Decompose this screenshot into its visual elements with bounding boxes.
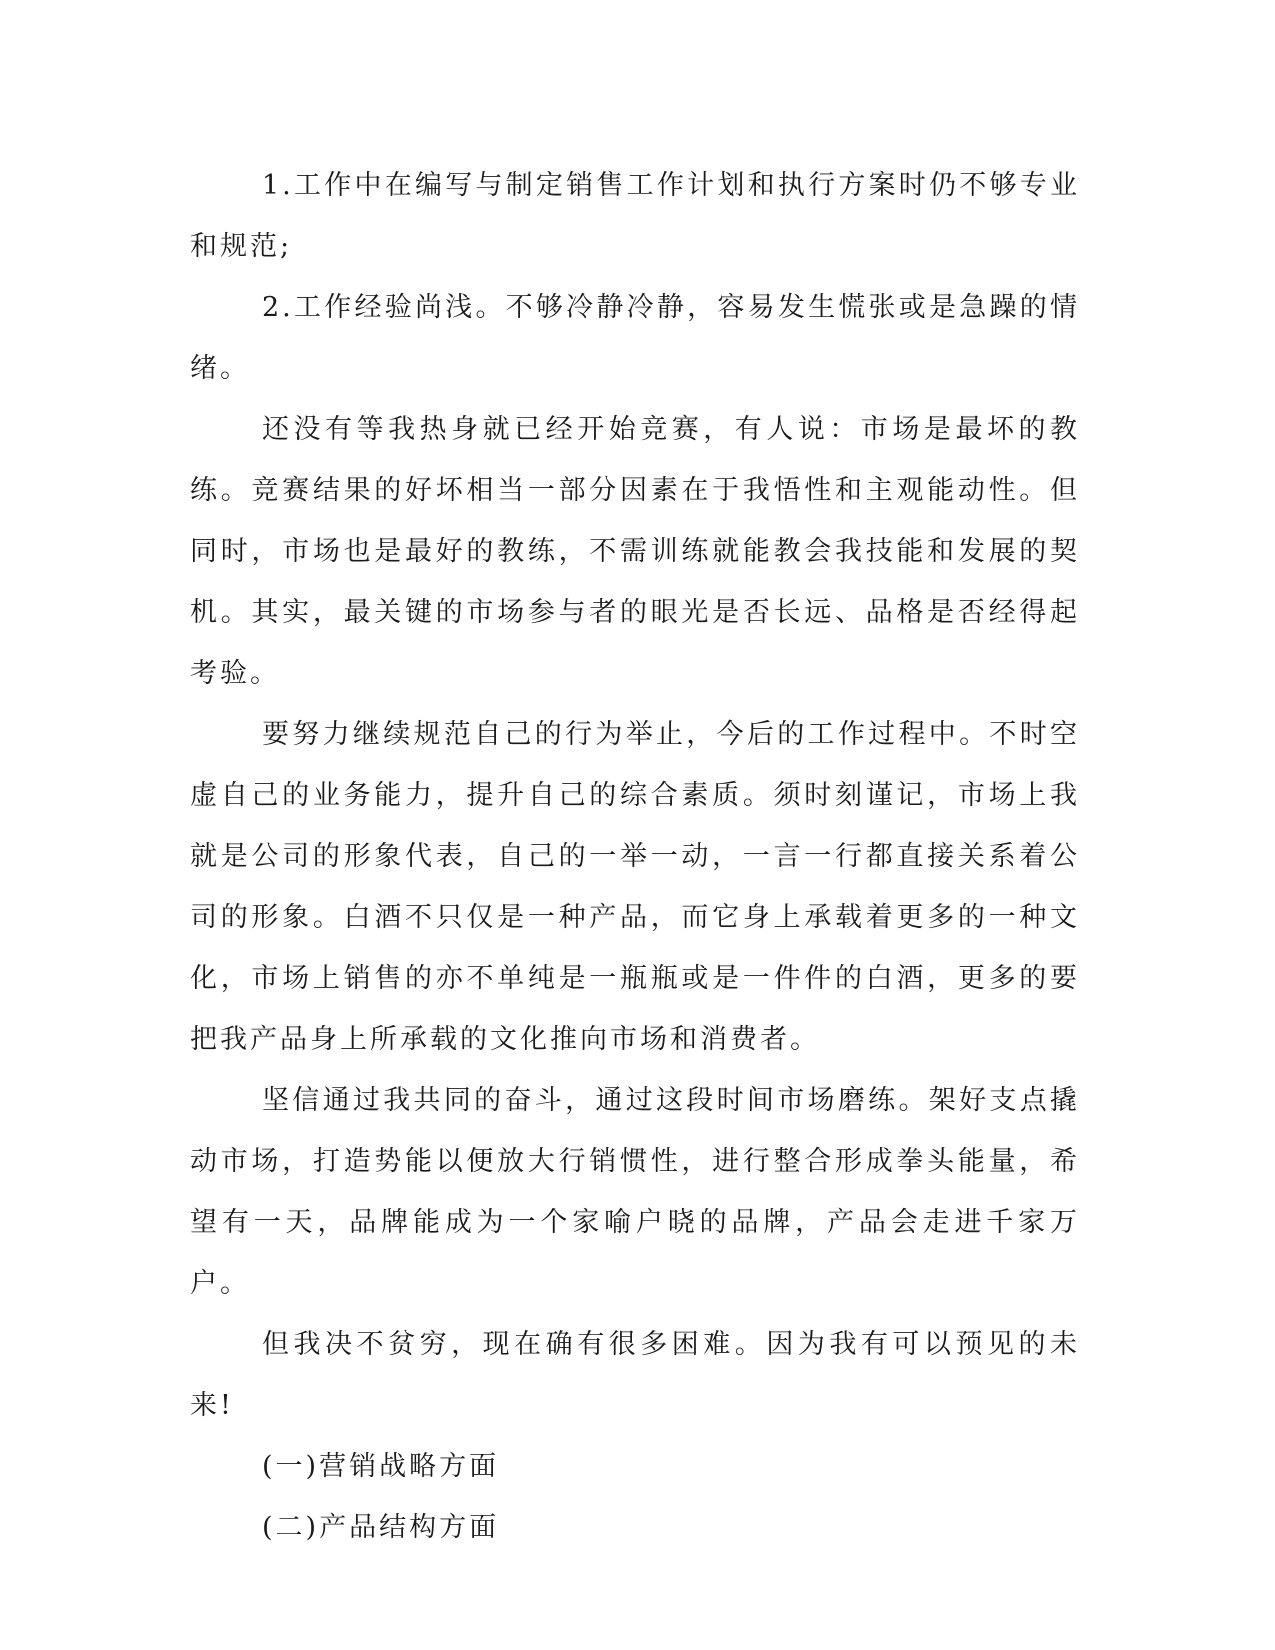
paragraph-1: 1.工作中在编写与制定销售工作计划和执行方案时仍不够专业和规范; xyxy=(190,170,1080,262)
paragraph-2: 2.工作经验尚浅。不够冷静冷静，容易发生慌张或是急躁的情绪。 xyxy=(190,292,1080,384)
paragraph-5: 坚信通过我共同的奋斗，通过这段时间市场磨练。架好支点撬动市场，打造势能以便放大行销惯性，进行整合形成拳头能量，希望有一天，品牌能成为一个家喻户晓的品牌，产品会走进千家万户。 xyxy=(190,1085,1080,1299)
section-heading-marketing-strategy: (一)营销战略方面 xyxy=(262,1451,500,1482)
paragraph-3: 还没有等我热身就已经开始竞赛，有人说：市场是最坏的教练。竞赛结果的好坏相当一部分因素在于我悟性和主观能动性。但同时，市场也是最好的教练，不需训练就能教会我技能和发展的契机。其实，最关键的市场参与者的眼光是否长远、品格是否经得起考验。 xyxy=(190,414,1080,689)
document-body xyxy=(190,155,1080,1558)
paragraph-4: 要努力继续规范自己的行为举止，今后的工作过程中。不时空虚自己的业务能力，提升自己的综合素质。须时刻谨记，市场上我就是公司的形象代表，自己的一举一动，一言一行都直接关系着公司的形象。白酒不只仅是一种产品，而它身上承载着更多的一种文化，市场上销售的亦不单纯是一瓶瓶或是一件件的白酒，更多的要把我产品身上所承载的文化推向市场和消费者。 xyxy=(190,719,1080,1055)
section-heading-product-structure: (二)产品结构方面 xyxy=(262,1512,500,1543)
paragraph-6: 但我决不贫穷，现在确有很多困难。因为我有可以预见的未来! xyxy=(190,1329,1080,1421)
